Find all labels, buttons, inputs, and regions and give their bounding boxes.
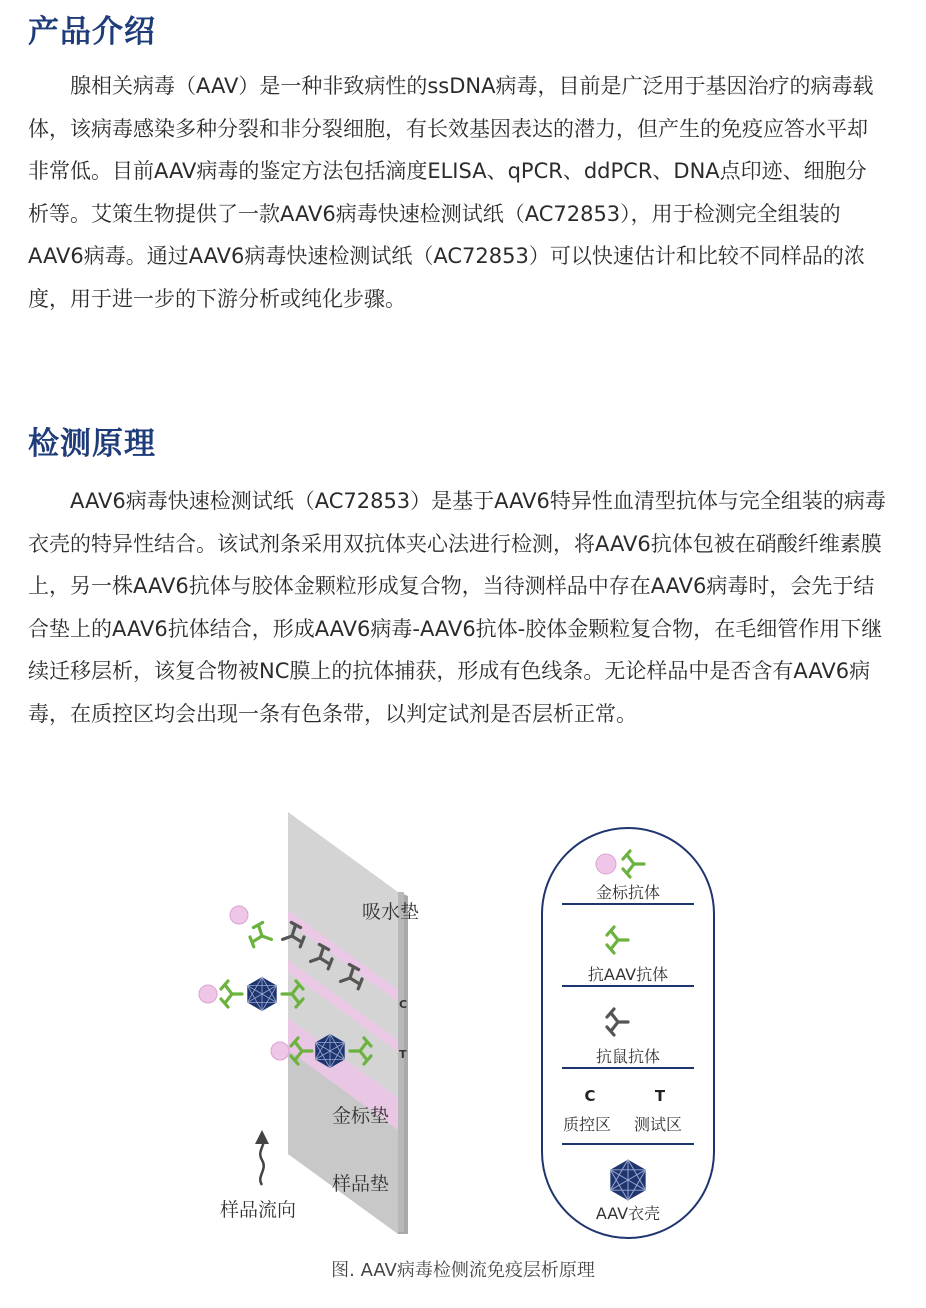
- legend-gold-antibody-icon: [596, 851, 644, 877]
- sample-pad-label: 样品垫: [332, 1173, 390, 1195]
- legend-anti-mouse-antibody-icon: [607, 1009, 628, 1035]
- legend-anti-mouse-antibody-label: 抗鼠抗体: [595, 1047, 661, 1066]
- legend-aav-capsid-label: AAV衣壳: [595, 1204, 661, 1223]
- test-strip: [288, 812, 408, 1234]
- intro-heading: 产品介绍: [28, 14, 156, 50]
- t-line-label: T: [399, 1048, 407, 1061]
- legend-aav-capsid-icon: [610, 1160, 645, 1201]
- c-line-label: C: [399, 998, 408, 1011]
- flow-arrow-icon: [255, 1130, 269, 1185]
- virus-complex-middle: [199, 977, 303, 1011]
- legend-gold-antibody-label: 金标抗体: [595, 883, 661, 902]
- principle-heading: 检测原理: [28, 426, 156, 462]
- absorbent-pad-label: 吸水垫: [362, 901, 420, 923]
- legend-test-zone-label: 测试区: [633, 1115, 683, 1134]
- intro-paragraph: 腺相关病毒（AAV）是一种非致病性的ssDNA病毒，目前是广泛用于基因治疗的病毒载体，该病毒感染多种分裂和非分裂细胞，有长效基因表达的潜力，但产生的免疫应答水平却非常低。目前AAV病毒的鉴定方法包括滴度ELISA、qPCR、ddPCR、DNA点印迹、细胞分析等。艾策生物提供了一款AAV6病毒快速检测试纸（AC72853），用于检测完全组装的AAV6病毒。通过AAV6病毒快速检测试纸（AC72853）可以快速估计和比较不同样品的浓度，用于进一步的下游分析或纯化步骤。: [28, 74, 874, 311]
- legend-control-zone-label: 质控区: [562, 1115, 612, 1134]
- legend-c-letter: C: [584, 1087, 596, 1105]
- conjugate-pad-label: 金标垫: [332, 1105, 390, 1127]
- lateral-flow-figure: [180, 800, 740, 1240]
- figure-caption: 图. AAV病毒检侧流免疫层析原理: [331, 1260, 595, 1281]
- legend-t-letter: T: [654, 1087, 666, 1105]
- flow-direction-label: 样品流向: [220, 1199, 297, 1221]
- principle-paragraph: AAV6病毒快速检测试纸（AC72853）是基于AAV6特异性血清型抗体与完全组装的病毒衣壳的特异性结合。该试剂条采用双抗体夹心法进行检测，将AAV6抗体包被在硝酸纤维素膜上，另一株AAV6抗体与胶体金颗粒形成复合物，当待测样品中存在AAV6病毒时，会先于结合垫上的AAV6抗体结合，形成AAV6病毒-AAV6抗体-胶体金颗粒复合物，在毛细管作用下继续迁移层析，该复合物被NC膜上的抗体捕获，形成有色线条。无论样品中是否含有AAV6病毒，在质控区均会出现一条有色条带，以判定试剂是否层析正常。: [28, 489, 886, 726]
- legend-panel: [542, 828, 714, 1238]
- legend-anti-aav-antibody-label: 抗AAV抗体: [587, 965, 669, 984]
- legend-anti-aav-antibody-icon: [607, 927, 628, 953]
